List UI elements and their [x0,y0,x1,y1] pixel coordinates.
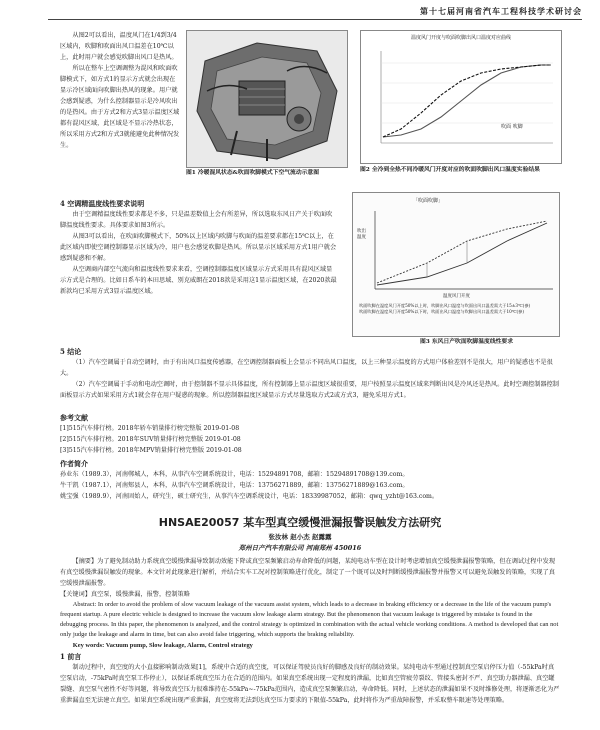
figure-3-linearity-chart [352,192,560,337]
chart-title: 温度风门开度与吹面吹脚出风口温度对应曲线 [410,35,511,41]
left-column-text [60,30,180,151]
paragraph: 从空调商内部空气流向和温度线性要求来看，空调控制器温度区域显示方式采用具有混风区域显示方式是合理的。比如日系车的本田思域、别克威朗在2018款是采用这1显示温度区域，在2020款最新款均已采用方式3显示温度区域。 [60,266,337,295]
chart-title: 「吹面吹脚」 [413,198,444,204]
paragraph: 从图3可以看出，在吹面吹脚模式下，50%以上区域内吹脚与吹面的温差要求都在15℃以上，在此区域内即使空调控制器显示区域为冷，用户也会感觉吹脚是热风。所以显示区域采用方式1用户就会感到疑惑和不解。 [60,233,337,262]
article-abstract [60,556,560,706]
section-heading: 4 空调精温度线性要求说明 [60,199,145,208]
chart-legend [501,123,523,130]
bios-heading: 作者简介 [60,459,88,468]
y-axis-label: 吹出温度 [357,229,366,240]
bio-item: 孙业东（1989.3），河南郸城人，本科，从事汽车空调系统设计，电话：15294891708，邮箱：15294891708@139.com。 [60,471,409,478]
references [60,412,560,456]
series-foot-line [383,65,551,137]
abstract-en: Abstract: In order to avoid the problem of slow vacuum leakage of the vacuum assist system, which leads to a decrease in braking efficiency or a decrease in the life of the vacuum pump's frequent startup. A pure electric vehicle is designed to increase the vacuum slow leakage alarm strategy. But the phenomenon that vacuum leakage is triggered by mistake is found in the debugging process. In this paper, the phenomenon is analyzed, and the control strategy is optimized in combination with the actual vehicle working conditions. A method is developed that can not only judge the leakage and alarm in time, but can also avoid false triggering, which supports the braking reliability. [60,601,559,638]
intro-paragraph: 制动过程中，真空度的大小直接影响制动效果[1]，系统中合适的真空度，可以保证驾驶员良好的脚感及良好的制动效果。某纯电动车型通过控制真空泵启停压力值（-55kPa时真空泵启动，-75kPa时真空泵工作停止），以保证系统真空压力在合适的范围内。如果真空系统出现一定程度的泄漏，比如真空管疲劳裂纹、管接头密封不严、真空助力器泄漏、真空罐裂缝、真空泵气密性不好等问题，将导致真空压力很难维持在-55kPa~-75kPa范围内，造成真空泵频繁启动，寿命降低。同时，上述状态的泄漏如果不及时维修处理，将逐渐恶化为严重泄漏直至无法建立真空。如果真空系统出现严重泄漏，真空度将无法到达真空压力要求的下限值-55kPa，此时将作为严重故障报警，并采取整车限速等处理策略。 [60,664,560,704]
note: 吹面吹脚在温度风门开度50%以上时，吹脚出风口温度与吹面出风口温差需大于15±3℃(参) [359,303,531,308]
abstract-cn: 【摘要】为了避免制动助力系统真空缓慢泄漏导致制动效能下降或真空泵频繁启动寿命降低的问题，某纯电动车型在设计时考虑增加真空缓慢泄漏报警策略，但在调试过程中发现有真空缓慢泄漏误触发的现象。本文针对此现象进行解析，并结合实车工况对控制策略进行优化，制定了一个既可以及时判断缓慢泄漏报警并报警又可以避免误触发的策略，实现了真空缓慢泄漏报警。 [60,558,556,587]
hvac-unit-drawing [187,31,347,167]
section-heading: 5 结论 [60,347,82,356]
running-header: 第十七届河南省汽车工程科技学术研讨会 [420,6,582,16]
bio-item: 姚宝强（1989.9），河南固始人，研究生，硕士研究生，从事汽车空调系统设计，电话：18339987052，邮箱：qwq_yzht@163.com。 [60,493,439,500]
paragraph: 从图2可以看出，温度风门在1/4到3/4区域内，吹脚和吹面出风口温差在10℃以上，此时用户就会感觉吹脚出风口是热风。 [60,32,178,61]
article-authors: 张汝林 赵小杰 赵露露 [268,533,332,541]
references-heading: 参考文献 [60,413,88,422]
section-4 [60,198,338,297]
figure-2-caption: 图2 全冷到全热不同冷暖风门开度对应的吹面吹脚出风口温度实验结果 [360,167,540,173]
paragraph: 所以在整车上空调调整为混风和吹面吹脚模式下，如方式1的显示方式就会出现在显示冷区域面向吹脚出热风的现象。用户就会感到疑惑，为什么控制器显示是冷风吹出的是热风。由于方式2和方式3显示温度区域都有混风区域，此区域是不显示冷热状态，所以采用方式2和方式3就能避免此种情况发生。 [60,65,180,149]
chart-plot [361,43,561,161]
author-bios [60,458,560,502]
article-affiliation: 郑州日产汽车有限公司 河南郑州 450016 [238,544,362,552]
legend-item-foot: 吹脚 [512,124,523,130]
figure-1-caption: 图1 冷暖混风状态&吹面吹脚模式下空气流动示意图 [186,170,320,176]
reference-item: [1]515汽车排行榜。2018年轿车销量排行榜完整版 2019-01-08 [60,425,240,432]
reference-item: [2]515汽车排行榜。2018年SUV销量排行榜完整版 2019-01-08 [60,436,241,443]
note: 吹面吹脚在温度风门开度50%以下时，吹面出风口温度与吹脚出风口温差需大于10℃(参) [359,309,524,314]
x-axis-label: 温度风门开度 [443,294,470,299]
keywords-cn: 【关键词】真空泵，缓慢泄漏，报警，控制策略 [60,591,190,598]
chart-plot [367,207,557,295]
paragraph: （1）汽车空调属于自动空调时，由于有出风口温度传感器，在空调控制器面板上会显示不同出风口温度，以上三种显示温度的方式用户体验差别不是很大，用户的疑惑也不是很大。 [60,359,553,377]
bio-item: 牛干凯（1987.1），河南郏县人，本科，从事汽车空调系统设计，电话：13756271889，邮箱：13756271889@163.com。 [60,482,409,489]
keywords-en: Key words: Vacuum pump, Slow leakage, Alarm, Control strategy [72,642,253,649]
section-5 [60,346,560,401]
figure-2-line-chart [360,30,562,164]
paragraph: 由于空调精温度线性要求都是不多，只是温差数值上会有所差异，所以选取东风日产关于吹面吹脚温度线性要求。具体要求如图3所示。 [60,211,333,229]
paragraph: （2）汽车空调属于手动和电动空调时，由于控制器不显示具体温度，所有控制器上显示温度区域很重要，用户按照显示温度区域来判断出风是冷风还是热风。此时空调控制器控制面板显示方式如果采用方式1就会存在用户疑惑的现象。所以控制器温度区域显示方式尽量选取方式2或方式3，避免采用方式1。 [60,381,559,399]
reference-item: [3]515汽车排行榜。2018年MPV销量排行榜完整版 2019-01-08 [60,447,242,454]
legend-item-face: 吹面 [501,124,512,130]
figure-1-hvac-illustration [186,30,348,168]
intro-heading: 1 前言 [60,652,82,661]
figure-3-caption: 图3 东风日产吹面吹脚温度线性要求 [420,339,514,345]
chart-notes [359,303,555,315]
header-rule [48,19,582,20]
series-face-line [383,65,551,137]
article-title: HNSAE20057 某车型真空缓慢泄漏报警误触发方法研究 [158,516,442,529]
